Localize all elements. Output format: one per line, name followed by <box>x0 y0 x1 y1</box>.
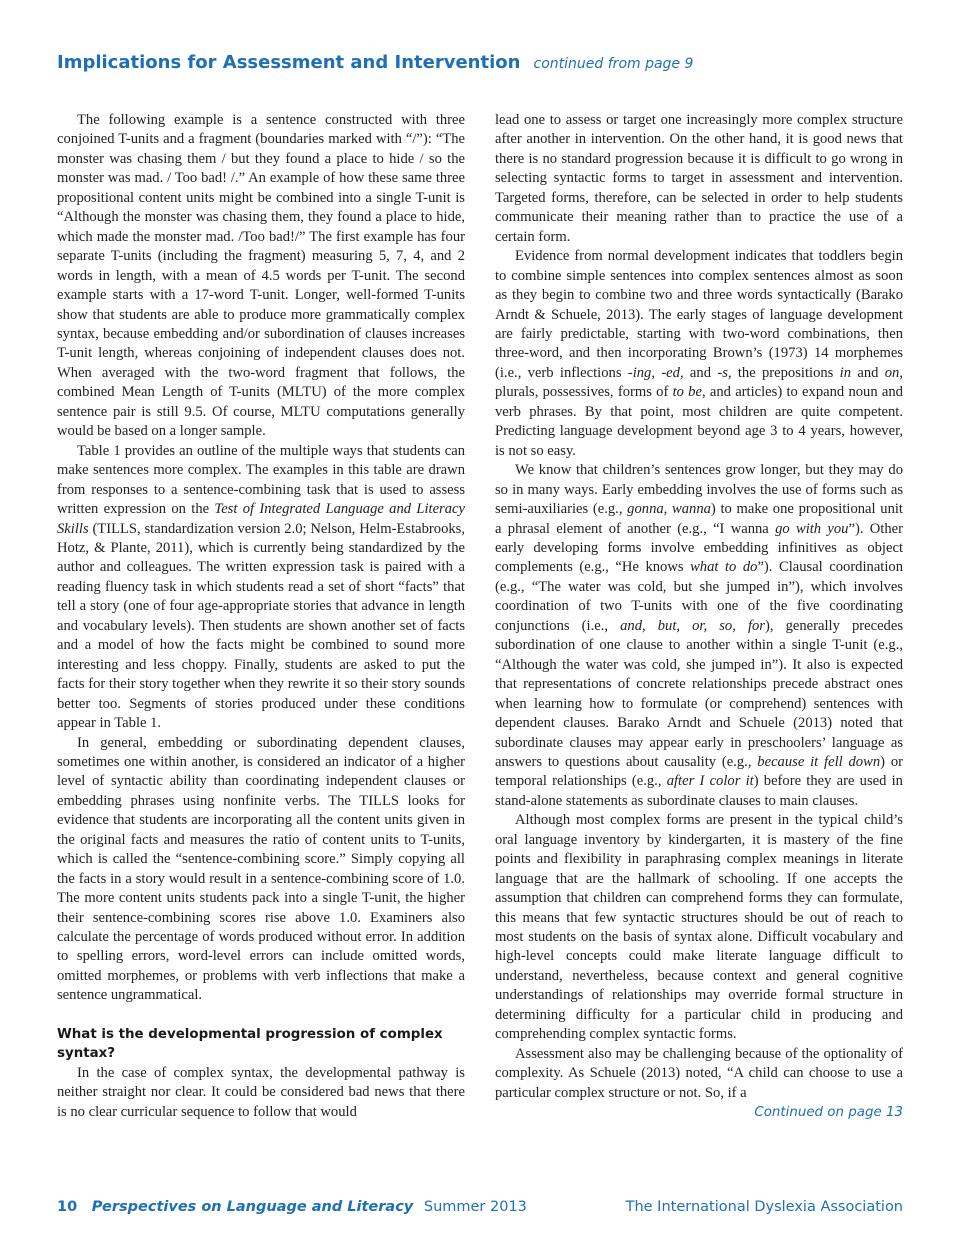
paragraph-text: Table 1 provides an outline of the multiple ways that students can make sentences more complex. The examples in this table are drawn from responses to a sentence-combining task that is used to assess written expression on the <box>57 442 465 518</box>
paragraph-normal-development <box>495 247 903 461</box>
issue-date: Summer 2013 <box>423 1199 527 1215</box>
paragraph-children-sentences <box>495 461 903 811</box>
paragraph-text: The following example is a sentence constructed with three conjoined T-units and a fragment (boundaries marked with “/”): “The monster was chasing them / but they found a place to hide / so the monster was mad. / Too bad! /.” An example of how these same three propositional content units might be combined into a single T-unit is “Although the monster was chasing them, they found a place to hide, which made the monster mad. /Too bad!/” The first example has four separate T-units (including the fragment) measuring 5, 7, 4, and 2 words in length, with a mean of 4.5 words per T-unit. The second example starts with a 17-word T-unit. Longer, well-formed T-units show that students are able to produce more grammatically complex syntax, because embedding and/or subordination of clauses increases T-unit length, whereas conjoining of independent clauses does not. When averaged with the two-word fragment that follows, the combined Mean Length of T-units (MLTU) of the more complex sentence pair is still 9.5. Of course, MLTU computations generally would be based on a longer sample. <box>57 112 465 440</box>
italic-term: and, but, or, so, for <box>620 617 765 634</box>
italic-term: gonna, wanna <box>627 501 711 518</box>
right-column <box>495 111 903 1123</box>
paragraph-text: and <box>851 364 885 381</box>
paragraph-text: ) to make one propositional unit a phrasal element of another (e.g., “I wanna <box>495 501 903 537</box>
italic-term: because it fell down <box>757 753 881 770</box>
paragraph-text: lead one to assess or target one increasingly more complex structure after another in intervention. On the other hand, it is good news that there is no standard progression because it is difficult to go wrong in selecting syntactic forms to target in assessment and intervention. Targeted forms, therefore, can be selected in order to help students communicate their meaning rather than to practice the use of a certain form. <box>495 112 903 245</box>
paragraph-text: ”). Clausal coordination (e.g., “The water was cold, but she jumped in”), which involves coordination of two T-units with one of the five coordinating conjunctions (i.e., <box>495 559 904 634</box>
italic-term: in <box>839 364 852 381</box>
paragraph-assessment-optionality <box>495 1045 903 1103</box>
paragraph-text: Assessment also may be challenging because of the optionality of complexity. As Schuele (2013) noted, “A child can choose to use a particular complex structure or not. So, if a <box>495 1045 903 1101</box>
paragraph-text: and <box>683 364 718 381</box>
italic-term: to be <box>672 384 702 401</box>
italic-term: on <box>884 364 900 381</box>
paragraph-text: ) before they are used in stand-alone statements as subordinate clauses to main clauses. <box>495 773 903 809</box>
left-column <box>57 111 465 1122</box>
paragraph-text: In the case of complex syntax, the developmental pathway is neither straight nor clear. It could be considered bad news that there is no clear curricular sequence to follow that would <box>57 1064 465 1120</box>
paragraph-continuation <box>495 111 903 247</box>
subheading: What is the developmental progression of complex syntax? <box>57 1026 443 1062</box>
paragraph-tunit-example <box>57 111 465 442</box>
paragraph-text: Evidence from normal development indicates that toddlers begin to combine simple sentences into complex sentences almost as soon as they begin to combine two and three words syntactically (Barako Arndt & Schuele, 2013). The early stages of language development are fairly predictable, starting with two-word combinations, then three-word, and then incorporating Brown’s (1973) 14 morphemes (i.e., verb inflections <box>495 248 903 381</box>
paragraph-text: (TILLS, standardization version 2.0; Nelson, Helm-Estabrooks, Hotz, & Plante, 2011), which is currently being standardized by the author and colleagues. The written expression task is paired with a reading fluency task in which students read a set of short “facts” that tell a story (one of four age-appropriate stories that advance in length and vocabulary levels). Then students are shown another set of facts and a model of how the facts might be combined to sound more interesting and less choppy. Finally, students are asked to put the facts for their story together when they rewrite it so their story sounds better too. Segments of stories produced under these conditions appear in Table 1. <box>57 520 465 732</box>
paragraph-text: , and articles) to expand noun and verb phrases. By that point, most children are quite competent. Predicting language development beyond age 3 to 4 years, however, is not so easy. <box>495 384 903 459</box>
page-number: 10 <box>57 1199 78 1215</box>
paragraph-table1 <box>57 442 465 734</box>
paragraph-kindergarten <box>495 811 903 1044</box>
italic-term: -ing, -ed, <box>627 364 684 381</box>
section-title: Implications for Assessment and Intervention <box>57 52 521 73</box>
paragraph-text: We know that children’s sentences grow longer, but they may do so in many ways. Early embedding involves the use of forms such as semi-auxiliaries (e.g., <box>495 462 903 518</box>
paragraph-text: , plurals, possessives, forms of <box>495 364 903 401</box>
continued-from-note: continued from page 9 <box>533 56 694 72</box>
italic-term: what to do <box>690 559 758 576</box>
journal-title: Perspectives on Language and Literacy <box>91 1199 414 1215</box>
paragraph-text: Although most complex forms are present in the typical child’s oral language inventory by kindergarten, it is mastery of the fine points and flexibility in paraphrasing complex meanings in literate language that are the hallmark of schooling. If one accepts the assumption that children can comprehend forms they can formulate, this means that few syntactic structures should be out of reach to most students on the basis of syntax alone. Difficult vocabulary and high-level concepts could make literate language difficult to understand, nevertheless, because context and general cognitive understandings of relationships may override formal structure in determining difficulty for a particular child in producing and comprehending complex syntactic forms. <box>495 812 903 1043</box>
page-footer <box>57 1199 903 1215</box>
paragraph-text: the prepositions <box>731 364 840 381</box>
paragraph-developmental-pathway <box>57 1064 465 1122</box>
test-title: Test of Integrated Language and Literacy Skills <box>57 501 465 537</box>
italic-term: go with you <box>775 520 849 537</box>
paragraph-text: ”). Other early developing forms involve embedding infinitives as object complements (e.g., “He knows <box>495 520 903 576</box>
continued-on-link[interactable]: Continued on page 13 <box>754 1105 903 1121</box>
paragraph-text: In general, embedding or subordinating dependent clauses, sometimes one within another, is considered an indicator of a higher level of syntactic ability than coordinating independent clauses or embedding phrases using nonfinite verbs. The TILLS looks for evidence that students are incorporating all the content units given in the original facts and measures the ratio of content units to T-units, which is called the “sentence-combining score.” Simply copying all the facts in a story would result in a sentence-combining score of 1.0. The more content units students pack into a single T-unit, the higher their sentence-combining scores rise above 1.0. Examiners also calculate the percentage of words produced without error. In addition to spelling errors, word-level errors can include omitted words, omitted morphemes, or problems with verb inflections that make a sentence ungrammatical. <box>57 734 465 1004</box>
paragraph-text: ) or temporal relationships (e.g., <box>495 753 903 790</box>
italic-term: -s, <box>717 364 732 381</box>
page-header <box>57 52 917 73</box>
organization-name: The International Dyslexia Association <box>625 1199 903 1215</box>
paragraph-text: ), generally precedes subordination of one clause to another within a single T-unit (e.g., “Although the water was cold, she jumped in”). It also is expected that representations of concrete relationships precede abstract ones when learning how to formulate (or comprehend) sentences with dependent clauses. Barako Arndt and Schuele (2013) noted that subordinate clauses may appear early in preschoolers’ language as answers to questions about causality (e.g., <box>495 617 904 770</box>
italic-term: after I color it <box>666 773 754 790</box>
paragraph-embedding <box>57 734 465 1006</box>
